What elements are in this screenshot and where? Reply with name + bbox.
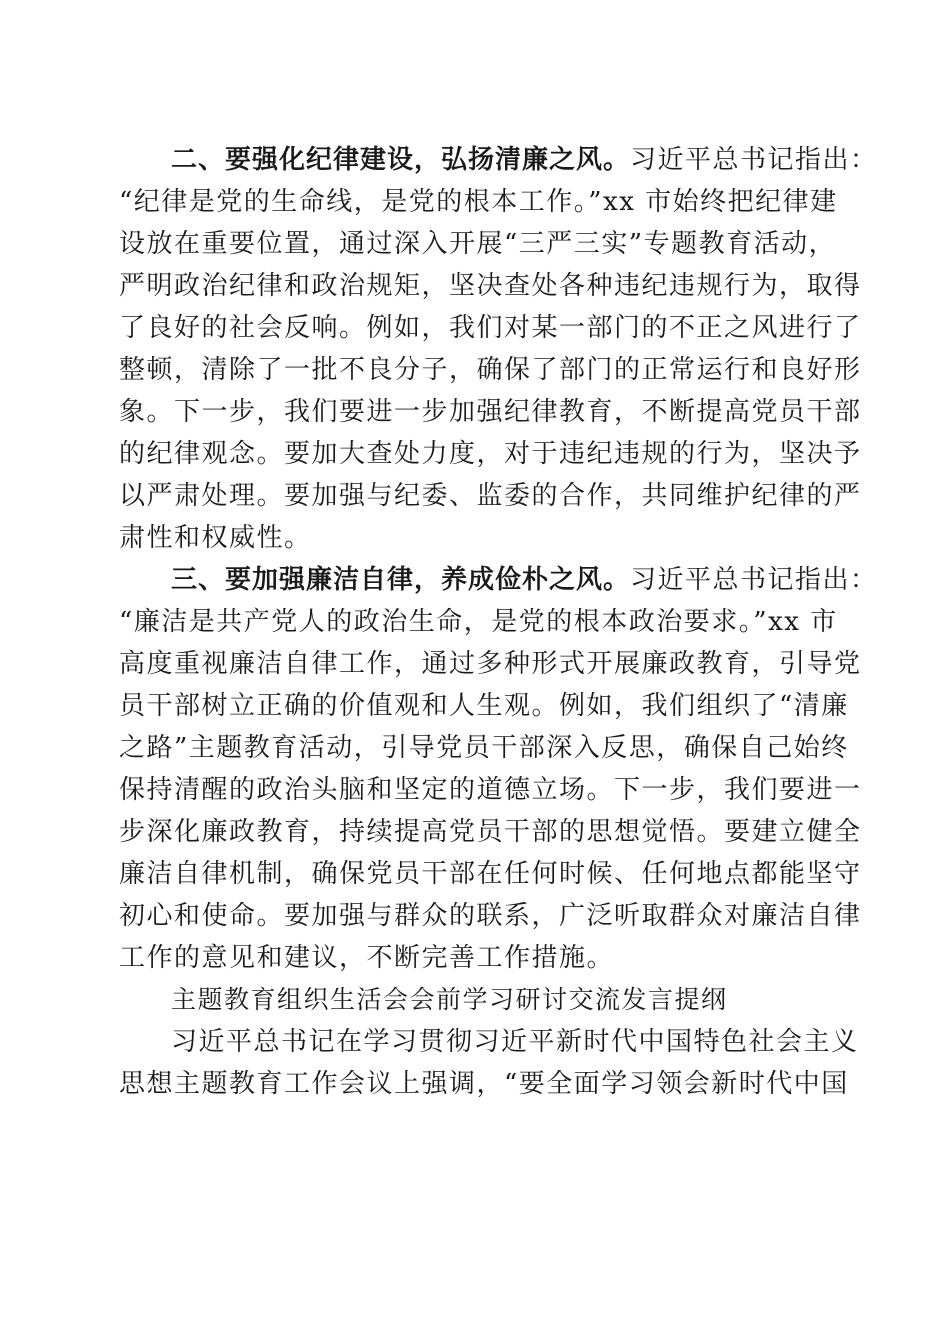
paragraph-line: 严明政治纪律和政治规矩，坚决查处各种违纪违规行为，取得 (119, 271, 862, 301)
paragraph-line: 肃性和权威性。 (119, 523, 312, 553)
paragraph-line: 以严肃处理。要加强与纪委、监委的合作，共同维护纪律的严 (119, 481, 862, 511)
paragraph-line: 高度重视廉洁自律工作，通过多种形式开展廉政教育，引导党 (119, 649, 862, 679)
paragraph-line: 工作的意见和建议，不断完善工作措施。 (119, 943, 615, 973)
section-2-heading: 二、要强化纪律建设，弘扬清廉之风。 (171, 145, 631, 175)
document-subtitle: 主题教育组织生活会会前学习研讨交流发言提纲 (171, 985, 728, 1014)
paragraph-line: “廉洁是共产党人的政治生命，是党的根本政治要求。”xx 市 (119, 607, 838, 637)
section-3-heading: 三、要加强廉洁自律，养成俭朴之风。 (171, 565, 631, 595)
intro-paragraph (119, 1021, 859, 1105)
paragraph-line: 二、要强化纪律建设，弘扬清廉之风。习近平总书记指出： (171, 145, 878, 175)
paragraph-line: 保持清醒的政治头脑和坚定的道德立场。下一步，我们要进一 (119, 775, 862, 805)
paragraph-line: 的纪律观念。要加大查处力度，对于违纪违规的行为，坚决予 (119, 439, 862, 469)
paragraph-line: 之路”主题教育活动，引导党员干部深入反思，确保自己始终 (119, 733, 849, 763)
paragraph-line: 象。下一步，我们要进一步加强纪律教育，不断提高党员干部 (119, 397, 862, 427)
paragraph-line: 习近平总书记在学习贯彻习近平新时代中国特色社会主义 (171, 1027, 859, 1057)
paragraph-line: 整顿，清除了一批不良分子，确保了部门的正常运行和良好形 (119, 355, 862, 385)
paragraph-line: 设放在重要位置，通过深入开展“三严三实”专题教育活动， (119, 229, 837, 259)
document-body (119, 139, 878, 1105)
paragraph-line: 了良好的社会反响。例如，我们对某一部门的不正之风进行了 (119, 313, 862, 343)
section-3-paragraph (119, 559, 878, 979)
paragraph-line: 三、要加强廉洁自律，养成俭朴之风。习近平总书记指出： (171, 565, 878, 595)
paragraph-line: 步深化廉政教育，持续提高党员干部的思想觉悟。要建立健全 (119, 817, 862, 847)
paragraph-line: “纪律是党的生命线，是党的根本工作。”xx 市始终把纪律建 (119, 187, 838, 217)
paragraph-line: 廉洁自律机制，确保党员干部在任何时候、任何地点都能坚守 (119, 859, 862, 889)
paragraph-line: 员干部树立正确的价值观和人生观。例如，我们组织了“清廉 (119, 691, 849, 721)
section-2-paragraph (119, 139, 878, 559)
paragraph-line: 初心和使命。要加强与群众的联系，广泛听取群众对廉洁自律 (119, 901, 862, 931)
paragraph-line: 思想主题教育工作会议上强调，“要全面学习领会新时代中国 (119, 1069, 849, 1099)
